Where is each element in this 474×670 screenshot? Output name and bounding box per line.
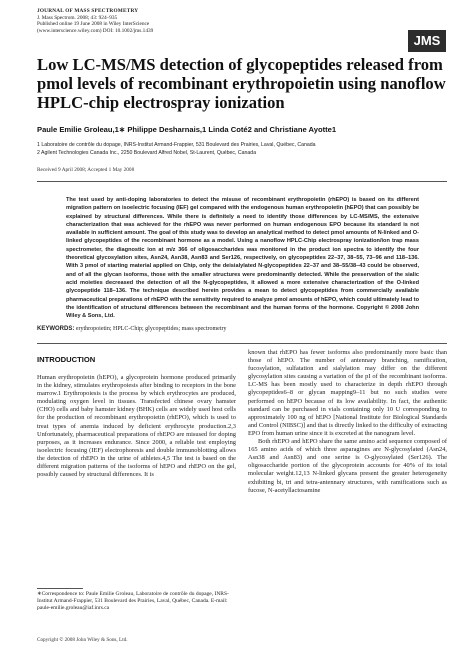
intro-paragraph-1: Human erythropoietin (hEPO), a glycoprotein hormone produced primarily in the kidney, stimulates erythropoiesis after binding to receptors in the bone marrow.1 Erythropoiesis is the process by which erythrocytes are produced, modulating oxygen level in tissues. Transfected chinese ovary hamster (CHO) cells and baby hamster kidney (BHK) cells are widely used host cells for the production of recombinant erythropoietin (rhEPO), which is used to treat types of anemia induced by deficient erythrocyte production.2,3 Unfortunately, pharmaceutical preparations of rhEPO are misused for doping purposes, as it increases endurance. Since 2000, a reliable test employing isoelectric focusing (IEF) electrophoresis and double immunoblotting allows the detection of rhEPO in the urine of athletes.4,5 The test is based on the different migration patterns of the isoforms of hEPO and rhEPO on the gel, possibly caused by structural differences. It is [37, 374, 236, 479]
affiliation-2: 2 Agilent Technologies Canada Inc., 2250 Boulevard Alfred Nobel, St-Laurent, Québec, Canada [37, 149, 257, 156]
journal-header [37, 8, 153, 34]
journal-citation: J. Mass Spectrom. 2008; 43: 924–935 [37, 14, 118, 21]
footnote-divider [37, 588, 83, 589]
intro-paragraph-2: known that rhEPO has fewer isoforms also predominantly more basic than those of hEPO. The number of antennary branching, ramification, fucosylation, sulfatation and sialylation may differ on the different glycosylation sites causing a variation of the pI of the recombinant isoforms. LC-MS has been mostly used to characterize in depth rhEPO through glycopeptides6–8 or glycan mapping9–11 but no such studies were performed on hEPO because of its low availability. In fact, the authentic standard can be purchased in vials containing only 10 U corresponding to approximately 100 ng of hEPO [National Institute for Biological Standards and Control (NIBSC)] and that is directly linked to the difficulty of extracting EPO from human urine since it is excreted at the nanogram level. [248, 349, 448, 437]
keywords-text: erythropoietin; HPLC-Chip; glycopeptides; mass spectrometry [75, 326, 227, 332]
affiliations [37, 142, 447, 157]
correspondence-footnote: ∗Correspondence to: Paule Emilie Groleau, Laboratoire de contrôle du dopage, INRS-Institut Armand-Frappier, 531 Boulevard des Prairies, Laval, Québec, Canada. E-mail: paule-emilie.groleau@iaf.inrs.ca [37, 591, 229, 611]
divider-bottom [37, 343, 447, 344]
intro-paragraph-3: Both rhEPO and hEPO share the same amino acid sequence composed of 165 amino acids of which three asparagines are N-glycosylated (Asn24, Asn38 and Asn83) and one serine is O-glycosylated (Ser126). The oligosaccharide portion of the glycoprotein accounts for 40% of its total molecular weight.12,13 N-linked glycans present the greater heterogeneity exhibiting bi, tri and tetra-antennary structures, with ramifications such as fucose, N-acetyllactosamine [248, 438, 447, 494]
author-list: Paule Emilie Groleau,1∗ Philippe Desharnais,1 Linda Coté2 and Christiane Ayotte1 [37, 125, 337, 134]
left-column [37, 374, 236, 479]
affiliation-1: 1 Laboratoire de contrôle du dopage, INRS-Institut Armand-Frappier, 531 Boulevard des Prairies, Laval, Québec, Canada [37, 142, 316, 148]
copyright-notice: Copyright © 2008 John Wiley & Sons, Ltd. [37, 637, 128, 643]
keywords-label: KEYWORDS: [37, 326, 75, 332]
journal-logo: JMS [408, 30, 446, 52]
abstract: The test used by anti-doping laboratories to detect the misuse of recombinant erythropoietin (rhEPO) is based on its different migration pattern on isoelectric focusing (IEF) gel compared with the endogenous human erythropoietin (hEPO) that can possibly be explained by structural differences. While there is definitely a need to identify those differences by LC-MS/MS, the extensive characterization that was achieved for the rhEPO was never performed on human endogenous EPO because its standard is not available in sufficient amount. The goal of this study was to develop an analytical method to detect pmol amounts of N-linked and O-linked glycopeptides of the recombinant hormone as a model. Using a nanoflow HPLC-Chip electrospray ionization/ion trap mass spectrometer, the diagnostic ion at m/z 366 of oligosaccharides was monitored in the product ion spectra to identify the four theoretical glycosylation sites, Asn24, Asn38, Asn83 and Ser126, respectively, on glycopeptides 22–37, 38–55, 73–96 and 118–136. With 3 pmol of starting material applied on Chip, only the deisialylated N-glycopeptides 22–37 and 38–55/38–43 could be observed, and of all the glycan isoforms, those with the smaller structures were predominantly detected. While the preservation of the sialic acid moieties decreased the detection of all the N-glycopeptides, it allowed a more extensive characterization of the O-linked glycopeptide 118–136. The technique described herein provides a mean to detect glycopeptides from commercially available pharmaceutical preparations of rhEPO with the sensitivity required to analyze pmol amounts of hEPO, which could ultimately lead to the identification of structural differences between the recombinant and the human forms of the hormone. Copyright © 2008 John Wiley & Sons, Ltd. [66, 197, 419, 320]
article-title: Low LC-MS/MS detection of glycopeptides released from pmol levels of recombinant erythropoietin using nanoflow HPLC-chip electrospray ionization [37, 55, 446, 112]
keywords [37, 326, 447, 332]
right-column [248, 349, 447, 495]
publication-note: Published online 19 June 2008 in Wiley InterScience [37, 21, 150, 27]
journal-name: JOURNAL OF MASS SPECTROMETRY [37, 8, 139, 14]
divider-top [37, 181, 447, 182]
received-dates: Received 9 April 2008; Accepted 1 May 2008 [37, 167, 135, 173]
doi-line[interactable]: (www.interscience.wiley.com) DOI: 10.1002/jms.1439 [37, 27, 154, 34]
introduction-heading: INTRODUCTION [37, 355, 96, 364]
